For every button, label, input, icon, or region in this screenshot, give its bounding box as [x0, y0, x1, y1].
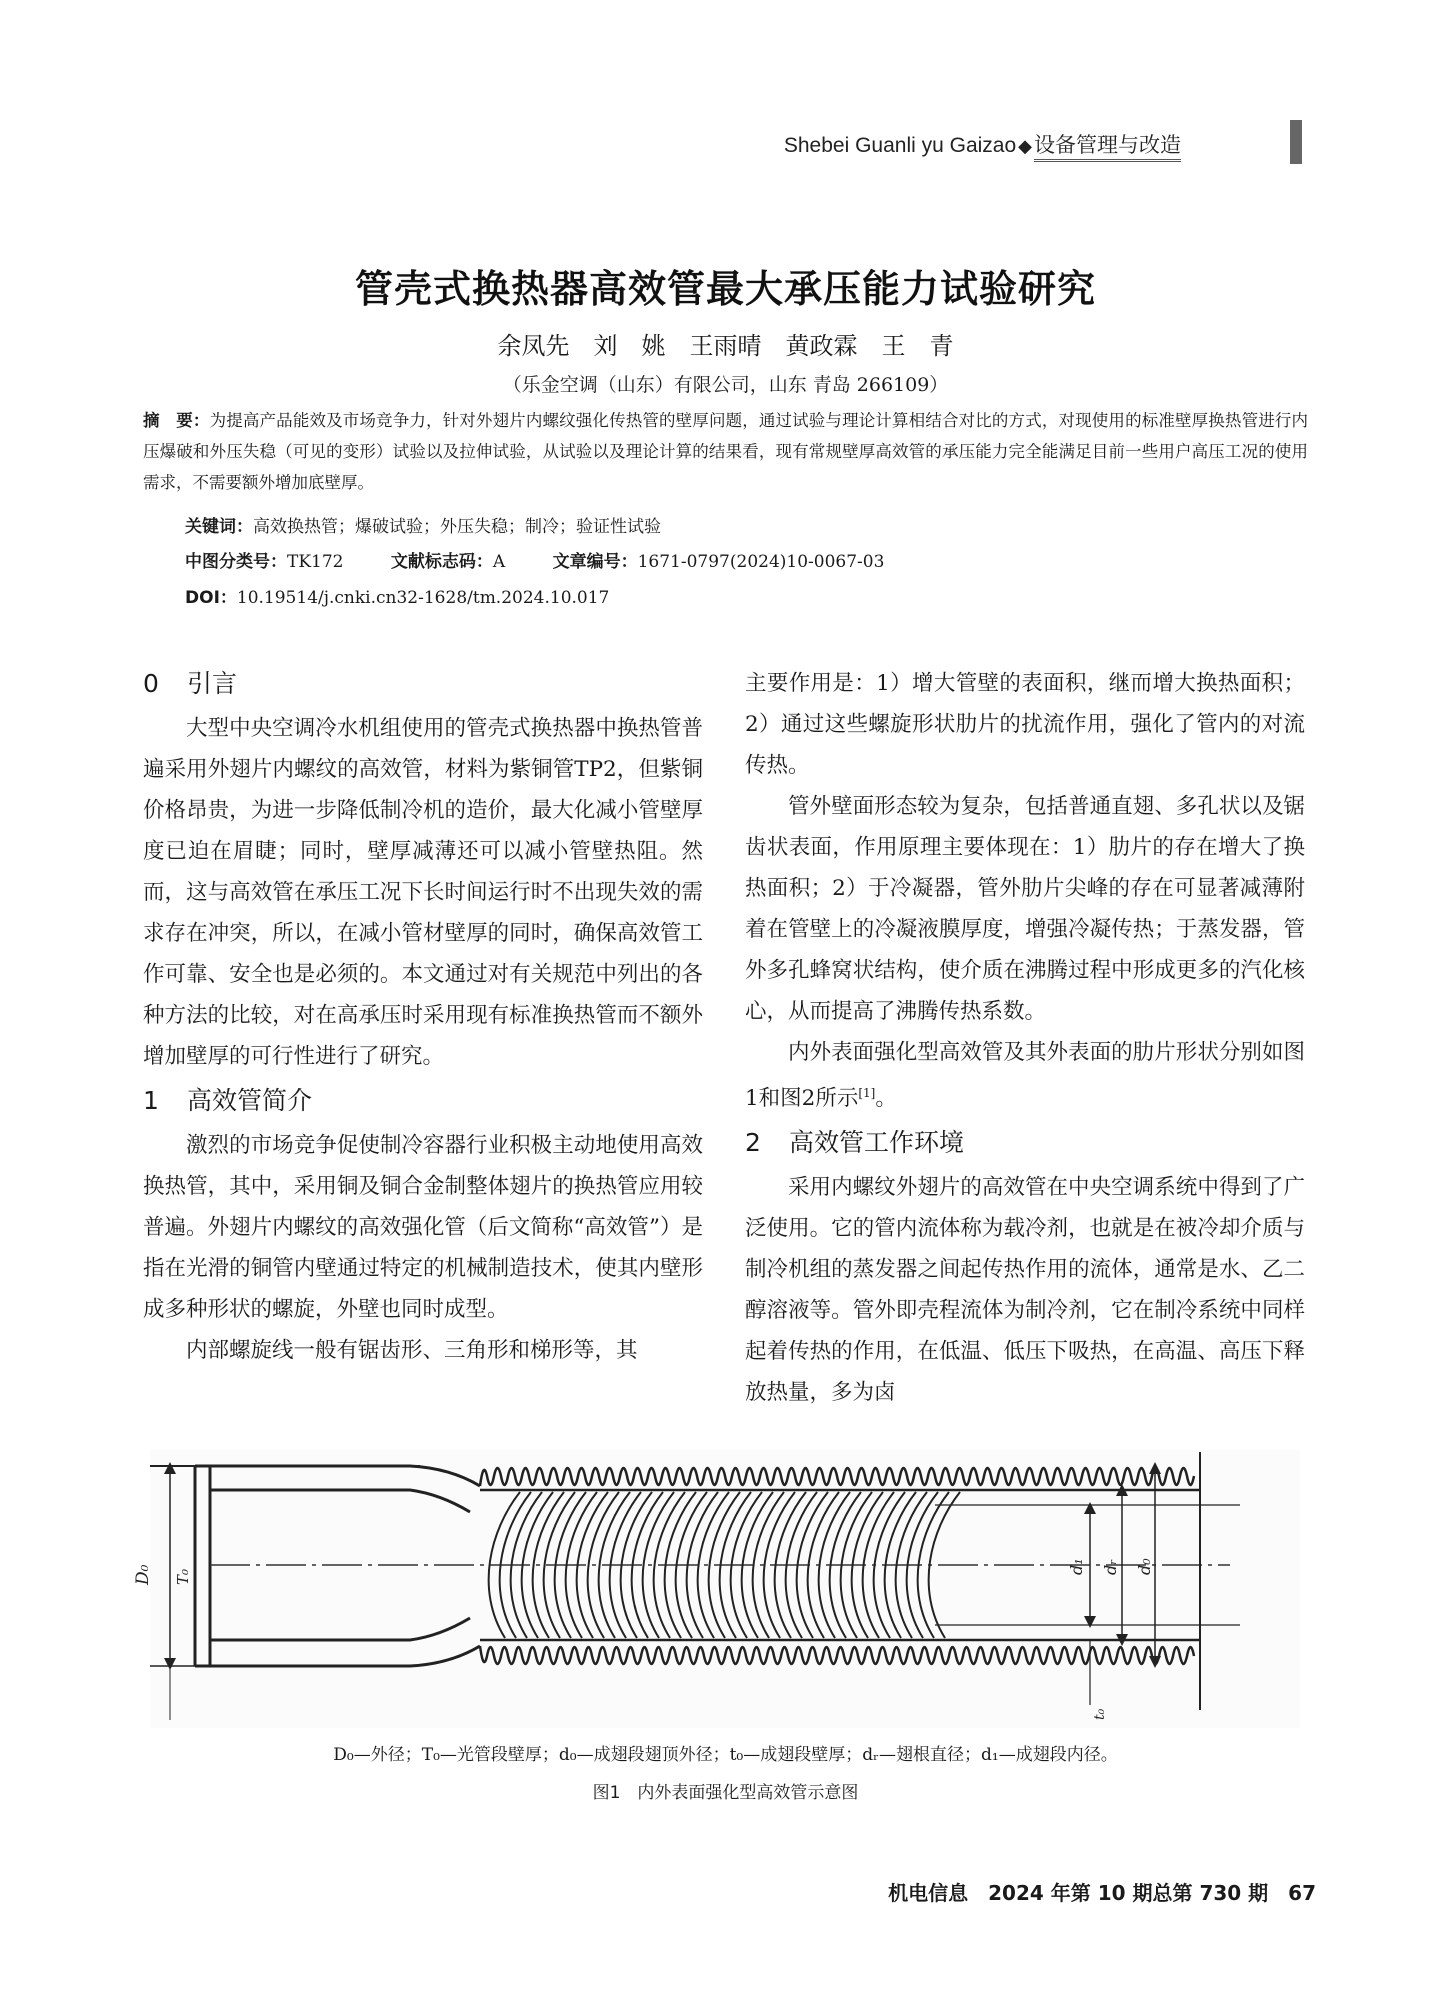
header-bar [1290, 120, 1302, 164]
figure-tube-diagram [133, 1450, 1300, 1728]
section-number: 1 [143, 1086, 159, 1115]
paragraph: 采用内螺纹外翅片的高效管在中央空调系统中得到了广泛使用。它的管内流体称为载冷剂，也就是在被冷却介质与制冷机组的蒸发器之间起传热作用的流体，通常是水、乙二醇溶液等。管外即壳程流体为制冷剂，它在制冷系统中同样起着传热的作用，在低温、低压下吸热，在高温、高压下释放热量，多为卤 [745, 1175, 1305, 1406]
classification [185, 547, 884, 572]
left-column [143, 660, 703, 1371]
doi [185, 583, 609, 608]
page-footer: 机电信息 2024 年第 10 期总第 730 期 67 [888, 1881, 1316, 1905]
doc-code-label: 文献标志码： [390, 552, 493, 572]
paragraph: 内部螺旋线一般有锯齿形、三角形和梯形等，其 [186, 1338, 638, 1363]
section-title: 高效管工作环境 [789, 1128, 965, 1158]
figure-title: 图1 内外表面强化型高效管示意图 [592, 1783, 859, 1803]
label-T0: T₀ [174, 1568, 192, 1585]
section-heading-0 [143, 660, 703, 708]
label-D0: D₀ [133, 1564, 153, 1585]
figure-caption: D₀—外径；T₀—光管段壁厚；d₀—成翅段翅顶外径；t₀—成翅段壁厚；dᵣ—翅根直径；d₁—成翅段内径。 [333, 1745, 1118, 1765]
figure-background [150, 1450, 1300, 1728]
abstract [143, 405, 1308, 498]
section-title: 引言 [187, 669, 238, 698]
doi-value: 10.19514/j.cnki.cn32-1628/tm.2024.10.017 [236, 588, 610, 608]
section-name: 设备管理与改造 [1034, 134, 1181, 162]
keywords [185, 512, 661, 537]
clc-label: 中图分类号： [185, 552, 287, 572]
section-heading-1 [143, 1077, 703, 1125]
keywords-label: 关键词： [185, 517, 253, 537]
article-no-label: 文章编号： [552, 552, 638, 572]
abstract-text: 为提高产品能效及市场竞争力，针对外翅片内螺纹强化传热管的壁厚问题，通过试验与理论计算相结合对比的方式，对现使用的标准壁厚换热管进行内压爆破和外压失稳（可见的变形）试验以及拉伸试验，从试验以及理论计算的结果看，现有常规壁厚高效管的承压能力完全能满足目前一些用户高压工况的使用需求，不需要额外增加底壁厚。 [143, 411, 1309, 492]
section-title: 高效管简介 [187, 1086, 313, 1115]
clc-value: TK172 [287, 552, 344, 572]
keywords-text: 高效换热管；爆破试验；外压失稳；制冷；验证性试验 [253, 517, 661, 537]
paragraph: 激烈的市场竞争促使制冷容器行业积极主动地使用高效换热管，其中，采用铜及铜合金制整体翅片的换热管应用较普遍。外翅片内螺纹的高效强化管（后文简称“高效管”）是指在光滑的铜管内壁通过特定的机械制造技术，使其内壁形成多种形状的螺旋，外壁也同时成型。 [143, 1133, 703, 1322]
doi-label: DOI： [185, 588, 237, 608]
paragraph-text: 内外表面强化型高效管及其外表面的肋片形状分别如图1和图2所示 [745, 1040, 1305, 1112]
paragraph: 管外壁面形态较为复杂，包括普通直翅、多孔状以及锯齿状表面，作用原理主要体现在：1）肋片的存在增大了换热面积；2）于冷凝器，管外肋片尖峰的存在可显著减薄附着在管壁上的冷凝液膜厚度，增强冷凝传热；于蒸发器，管外多孔蜂窝状结构，使介质在沸腾过程中形成更多的汽化核心，从而提高了沸腾传热系数。 [745, 794, 1305, 1024]
label-t0: t₀ [1092, 1708, 1108, 1720]
paper-title: 管壳式换热器高效管最大承压能力试验研究 [354, 267, 1096, 311]
abstract-label: 摘 要： [143, 411, 210, 430]
running-header [784, 129, 1181, 159]
authors: 余凤先 刘 姚 王雨晴 黄政霖 王 青 [497, 332, 954, 360]
citation-ref: [1] [858, 1086, 876, 1100]
label-d0: d₀ [1135, 1558, 1154, 1575]
paragraph-end: 。 [875, 1086, 897, 1112]
diamond-icon: ◆ [1018, 136, 1032, 156]
article-no-value: 1671-0797(2024)10-0067-03 [637, 552, 885, 572]
label-dr: dᵣ [1101, 1559, 1120, 1575]
paragraph: 大型中央空调冷水机组使用的管壳式换热器中换热管普遍采用外翅片内螺纹的高效管，材料为紫铜管TP2，但紫铜价格昂贵，为进一步降低制冷机的造价，最大化减小管壁厚度已迫在眉睫；同时，壁厚减薄还可以减小管壁热阻。然而，这与高效管在承压工况下长时间运行时不出现失效的需求存在冲突，所以，在减小管材壁厚的同时，确保高效管工作可靠、安全也是必须的。本文通过对有关规范中列出的各种方法的比较，对在高承压时采用现有标准换热管而不额外增加壁厚的可行性进行了研究。 [143, 716, 703, 1069]
paragraph [745, 1032, 1305, 1119]
label-d1: d₁ [1067, 1558, 1086, 1575]
affiliation: （乐金空调（山东）有限公司，山东 青岛 266109） [502, 374, 949, 396]
section-heading-2 [745, 1119, 1305, 1167]
section-number: 2 [745, 1128, 761, 1158]
section-number: 0 [143, 669, 159, 698]
paragraph: 主要作用是：1）增大管壁的表面积，继而增大换热面积；2）通过这些螺旋形状肋片的扰流作用，强化了管内的对流传热。 [745, 671, 1305, 778]
journal-name: Shebei Guanli yu Gaizao [783, 134, 1017, 157]
doc-code-value: A [492, 552, 506, 572]
right-column [745, 663, 1305, 1413]
